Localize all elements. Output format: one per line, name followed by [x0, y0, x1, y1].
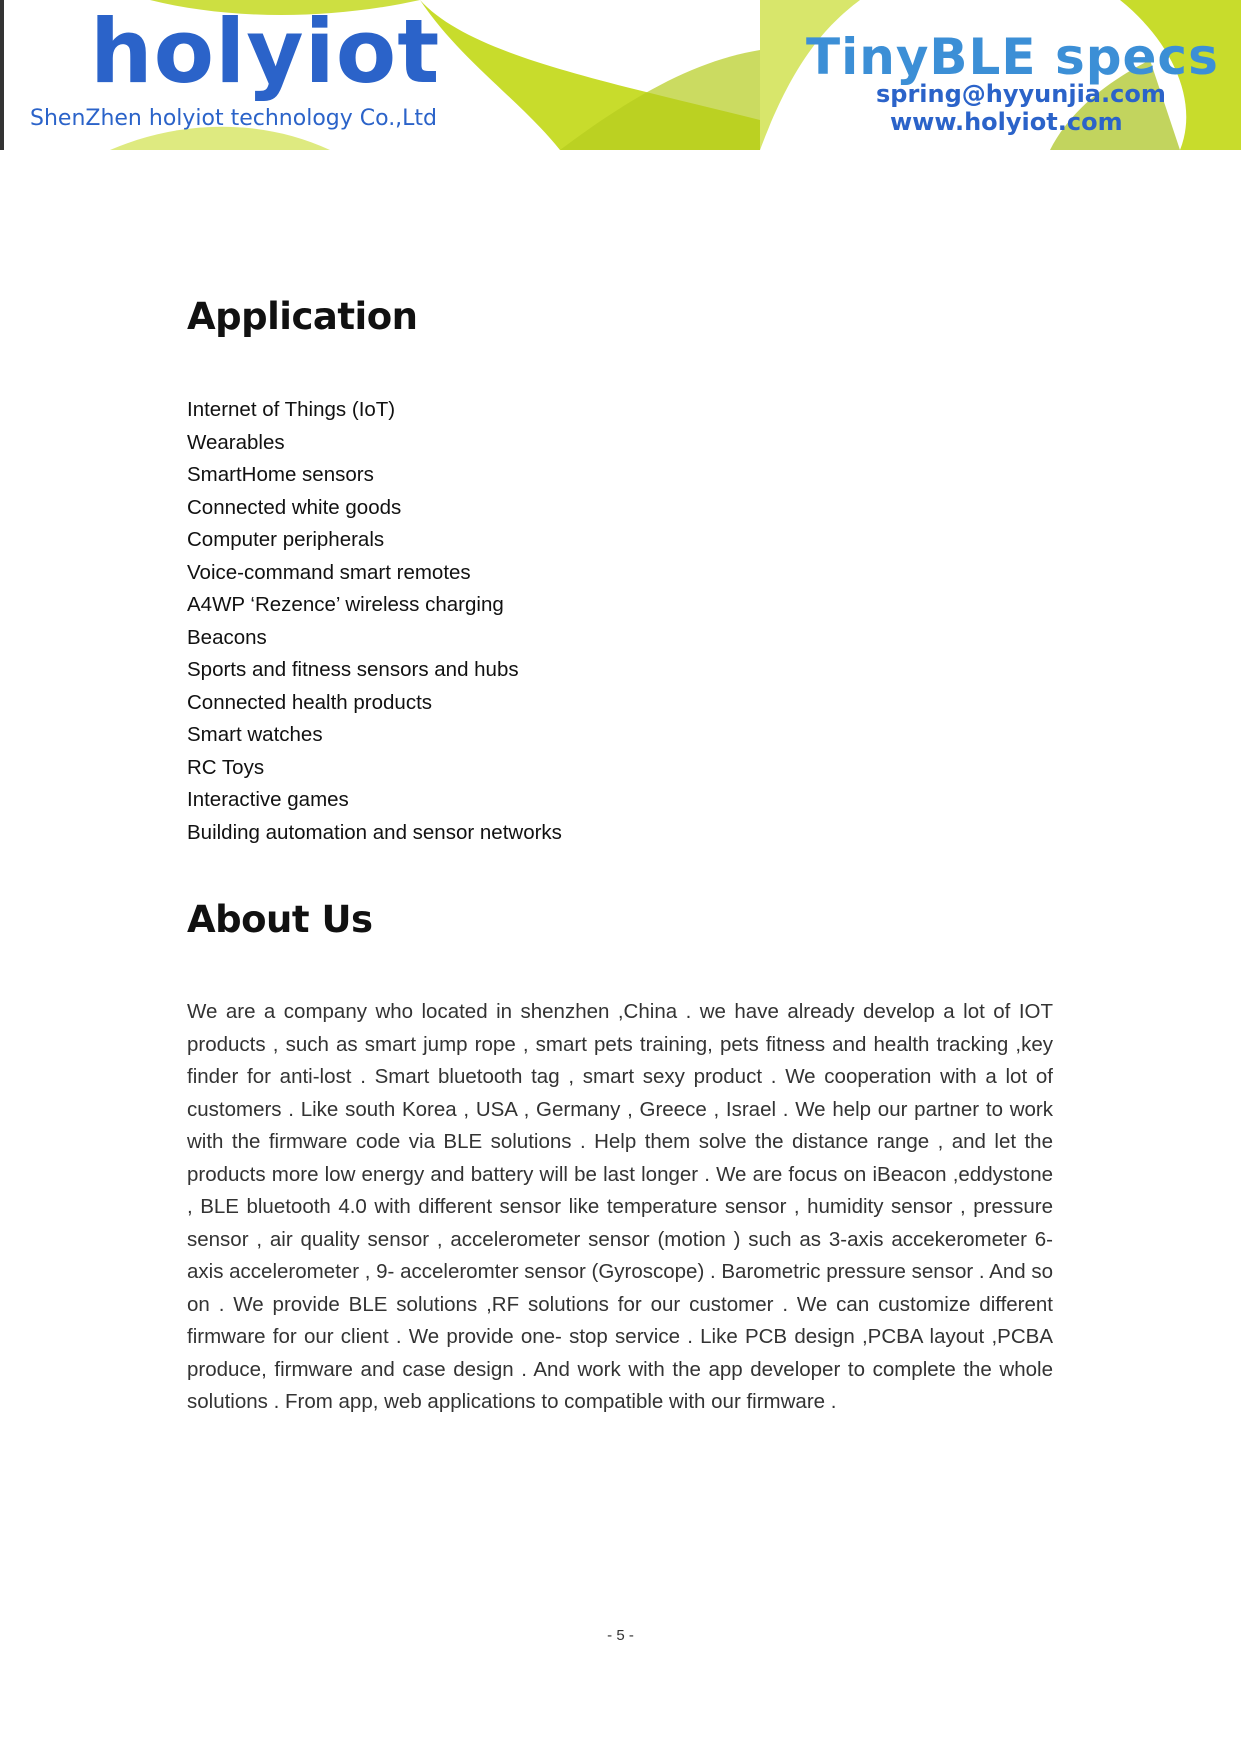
list-item: Smart watches — [187, 723, 323, 746]
specs-title: TinyBLE specs — [806, 28, 1219, 86]
list-item: Internet of Things (IoT) — [187, 398, 396, 421]
list-item: Voice-command smart remotes — [187, 560, 471, 584]
list-item: Computer peripherals — [187, 528, 385, 551]
list-item: RC Toys — [187, 755, 265, 779]
application-list — [187, 394, 562, 849]
about-paragraph: We are a company who located in shenzhen ,China . we have already develop a lot of IOT products , such as smart jump rope , smart pets training, pets fitness and health tracking ,key finder for anti-lost . Smart bluetooth tag , smart sexy product . We cooperation with a lot of customers . Like south Korea , USA , Germany , Greece , Israel . We help our partner to work with the firmware code via BLE solutions . Help them solve the distance range , and let the products more low energy and battery will be last longer . We are focus on iBeacon ,eddystone , BLE bluetooth 4.0 with different sensor like temperature sensor , humidity sensor , pressure sensor , air quality sensor , accelerometer sensor (motion ) such as 3-axis accekerometer 6-axis accelerometer , 9- acceleromter sensor (Gyroscope) . Barometric pressure sensor . And so on . We provide BLE solutions ,RF solutions for our customer . We can customize different firmware for our client . We provide one- stop service . Like PCB design ,PCBA layout ,PCBA produce, firmware and case design . And work with the app developer to complete the whole solutions . From app, web applications to compatible with our firmware . — [187, 1000, 1053, 1413]
header-left-bar — [0, 0, 4, 150]
contact-email: spring@hyyunjia.com — [876, 80, 1166, 108]
page-number: - 5 - — [607, 1627, 634, 1644]
page-header — [0, 0, 1241, 150]
list-item: SmartHome sensors — [187, 463, 374, 486]
list-item: A4WP ‘Rezence’ wireless charging — [187, 593, 504, 616]
application-heading: Application — [187, 295, 418, 338]
list-item: Connected white goods — [187, 495, 402, 519]
company-website: www.holyiot.com — [890, 108, 1123, 136]
list-item: Sports and fitness sensors and hubs — [187, 658, 519, 681]
list-item: Beacons — [187, 625, 267, 649]
list-item: Wearables — [187, 430, 285, 454]
brand-logo: holyiot — [90, 0, 441, 103]
company-name: ShenZhen holyiot technology Co.,Ltd — [30, 106, 438, 131]
list-item: Building automation and sensor networks — [187, 820, 562, 844]
about-heading: About Us — [187, 898, 373, 941]
list-item: Interactive games — [187, 788, 349, 811]
list-item: Connected health products — [187, 690, 433, 714]
